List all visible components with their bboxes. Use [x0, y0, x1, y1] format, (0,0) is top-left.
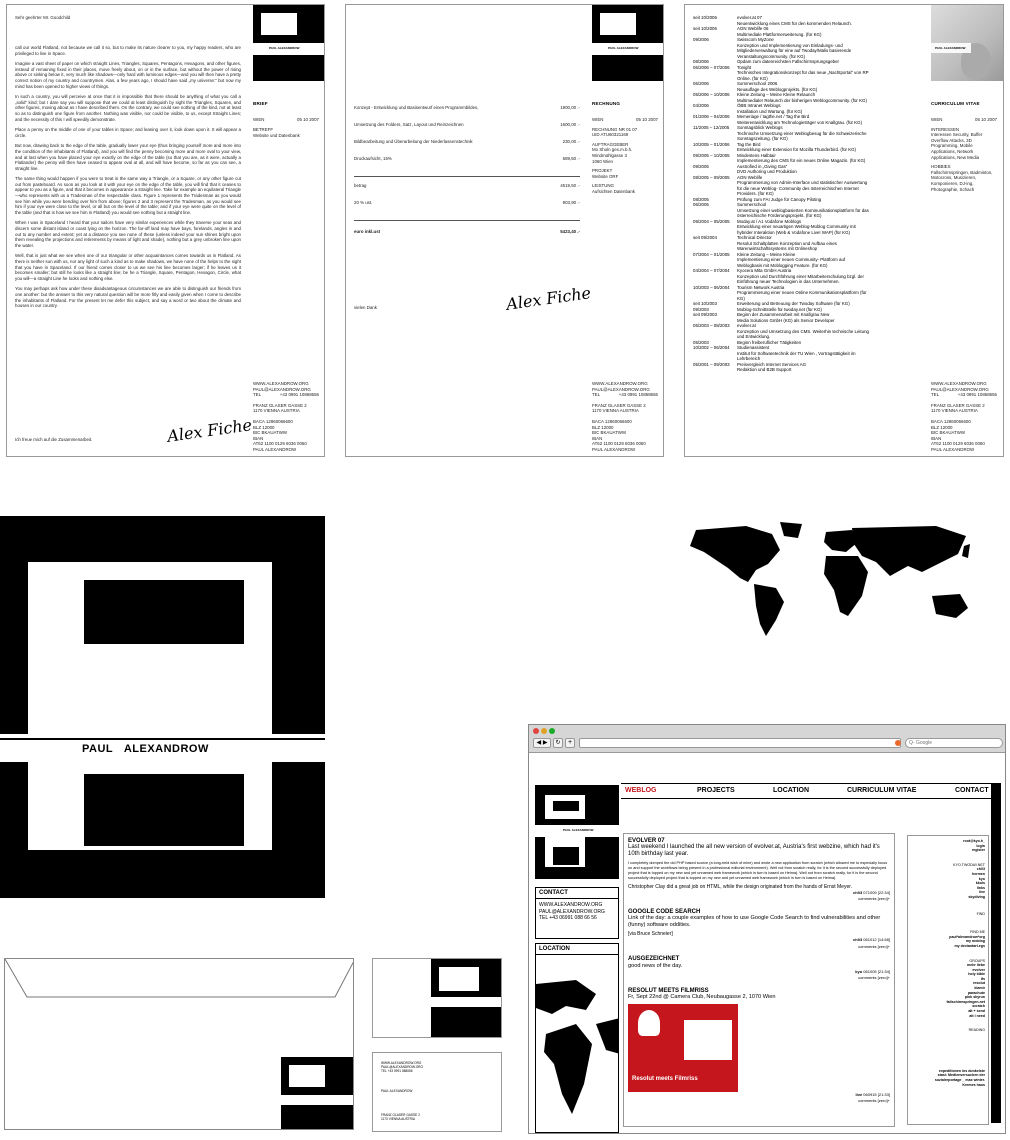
cv-entry-line: Moday.at / A1 Vodafone Moblogs [737, 218, 802, 224]
cv-entry [693, 153, 919, 164]
site-nav [621, 783, 1001, 799]
cv-entry-line: ÖBB Intranet Weblogs [737, 103, 781, 108]
cv-entry-date: 05/2006 – 10/2006 [693, 92, 730, 97]
logo-wordmark: PAUL ALEXANDROW [608, 46, 639, 50]
greenland-shape [780, 522, 802, 538]
cv-entry-line: Konzeption und Implementierung von Einladungs- und [737, 42, 843, 48]
cv-entry-date: seit 10/2006 [693, 26, 717, 31]
cv-entry [693, 81, 919, 92]
cv-entry-text [737, 362, 806, 373]
letter-signature: Alex Fiche [166, 415, 254, 446]
letter-paragraph: The same thing would happen if you were to treat in the same way a Triangle, or a Square, or any other figure cut out from pasteboard. As soon as you look at it with your eye on the edge of the table, you will find that it ceases to appear to you as a figure, and that it becomes in appearance a straight line. Take for example an equilateral Triangle—who represents with us a Tradesman of the respectable class. Figure 1 represents the Tradesman as you would see him while you were bending over him from above; figures 2 and 3 represent the Tradesman, as you would see him if your eye were close to the level, or all but on the level of the table; and if your eye were quite on the level of the table (and that is how we see him in Flatland) you would see nothing but a straight line. [15, 176, 241, 215]
cv-entry-date: seit 09/2004 [693, 235, 717, 240]
cv-entry [693, 103, 919, 114]
sidebar-link[interactable]: root@kyo.h_ [963, 839, 985, 843]
cv-entry [693, 312, 919, 323]
sidebar-link[interactable]: evolver [972, 967, 985, 972]
world-map [676, 520, 994, 640]
letter-paragraph: You may perhaps ask how under these disadvantageous circumstances we are able to distinguish our friends from one another: but the answer to this very natural question will be more fitly and easily given when I come to describe the inhabitants of Flatland. For the present let me defer this subject, and say a word or two about the climate and houses in our country. [15, 286, 241, 309]
cv-entry-date: 09/2006 [693, 37, 709, 42]
cv-entry [693, 175, 919, 197]
cv-entry-line: Einführung neuer Technologien in das Unternehmen. [737, 279, 840, 284]
cv-entry-date: 09/2003 [693, 306, 709, 312]
sidebar-block-title: GROUPS [969, 958, 985, 963]
post-via[interactable]: [via Bruce Schneier] [628, 931, 673, 938]
cv-entry-text [737, 202, 869, 219]
cv-entry-line: evolver.at 07 [737, 15, 762, 20]
cv-entry-line: Konzeption und Durchführung einer Mitarbeiterschulung bzgl. der [737, 273, 864, 279]
invoice-signature: Alex Fiche [505, 283, 593, 314]
cv-entry-line: Sonntagszeitung. (für KG) [737, 136, 788, 141]
browser-window [528, 724, 1006, 1134]
cv-entry-text [737, 153, 865, 164]
post: GOOGLE CODE SEARCH Link of the day: a couple examples of how to use Google Code Search to find vulnerabilities and other (funny) software oddities. [via Bruce Schneier] ch03 061012 [14:58] comments [zero]+ [628, 908, 890, 949]
cv-entry-date: 06/2006 [693, 81, 709, 86]
cv-entry-date: 05/2001 – 09/2003 [693, 361, 730, 367]
cv-entry-line: Multimediale Plattformerweiterung. (für KG) [737, 31, 822, 37]
cv-entry-line: Prüfung zum FAI Judge für Canopy Piloting [737, 196, 822, 202]
letter-paragraph: Well, that is just what we see when one of our triangular or other acquaintances comes towards us in Flatland. As there is neither sun with us, nor any light of such a kind as to make shadows, we have none of the helps to the sight that you have in Spaceland. If our friend comes closer to us we see his line becomes larger; if he leaves us it becomes smaller; but still he looks like a straight line; be he a Triangle, Square, Pentagon, Hexagon, Circle, what you will—a straight Line he looks and nothing else. [15, 253, 241, 281]
sidebar-link[interactable]: login [976, 843, 985, 848]
cv-entry-line: Weblogbasis mit Moblogging Feature. (für KG) [737, 262, 828, 268]
invoice-side-info: WIEN 05 10 2007 RECHNUNG NR 01 07 UID ATU60321169 AUFTRAGGEBER Mo Sholn ges.m.b.h. Windmühlgasse 3 1060 Wien PROJEKT Website ORF LEISTUNG Aufsichten Datenbank [592, 117, 658, 194]
sidebar-link[interactable]: parachute [967, 990, 985, 995]
cv-footer: WWW.ALEXANDROW.ORG PAUL@ALEXANDROW.ORG TEL +43 0991 10868656 FRANZ GLASER GASSE 2 1170 VIENNA AUSTRIA BACA 12860066600 BLZ 12000 BIC BKAUATWW IBAN AT62 1100 0129 6036 0060 PAUL ALEXANDROW [931, 381, 997, 452]
contact-email-link[interactable]: PAUL@ALEXANDROW.ORG [539, 908, 605, 915]
sidebar-link[interactable]: my deviantart.egs [954, 943, 985, 948]
letter-body [15, 45, 241, 314]
cv-entry-text [737, 37, 851, 59]
comments-link[interactable]: comments [zero]+ [858, 1098, 890, 1104]
sidebar-block [911, 1028, 985, 1033]
cv-entry [693, 125, 919, 142]
cv-entry-line: Tag the Bird [737, 141, 761, 147]
sidebar-link[interactable]: hermen [972, 871, 985, 876]
comments-link[interactable]: comments [zero]+ [858, 896, 890, 902]
sidebar-link[interactable]: kyo [978, 876, 985, 881]
invoice-row: Konzept - Entwicklung und Basisentwurf eines Programmbildes, 1900,00 .- [354, 105, 580, 110]
post: EVOLVER 07 Last weekend I launched the all new version of evolver.at, Austria's first webzine, which had it's 10th birthday last year. I completely dumped the old PHP based source (a long-held wish of mine) and wrote a new application from scratch (which allowed me to especially focus on and support the workflows being present in a professional editorial environment). Well not from scratch really, for it is the second successfully deployed project that is topped on my new and yet unnamed web framework (which in turn is based on Helma). Well not from scratch really, for it is the second successfully deployed project that is topped on my new and yet unnamed web framework (which in turn is based on Helma). Christopher Clay did a great job on HTML, while the design originated from the hands of Ernst Meyer. ch03 071009 [22:34] comments [zero]+ [628, 838, 890, 902]
sidebar-link[interactable]: register [971, 848, 985, 853]
business-card-front [372, 958, 502, 1038]
address-input[interactable] [579, 738, 901, 748]
logo-mark [253, 5, 325, 81]
sidebar-block [911, 839, 985, 853]
sidebar-block [911, 1069, 985, 1087]
cv-entry [693, 92, 919, 103]
cv-entry-line: Neuauflage des Weblogprojekts. (für KG) [737, 86, 818, 92]
letter-side-title: BRIEF [253, 101, 268, 106]
invoice-row: Druckaufsicht, 15% 589,50 .- [354, 156, 580, 161]
cv-entry-text [737, 219, 856, 236]
cv-entry-date: 08/2006 [693, 59, 709, 64]
cv-entry-line: Resolut Schaltplatten Konzeption und Aufbau eines [737, 240, 837, 246]
cv-entry-line: Installation und Wartung. (für KG) [737, 108, 803, 114]
cv-entry-line: Summerschool [737, 202, 767, 207]
sidebar-link[interactable]: live [979, 890, 985, 895]
cv-entry-line: Entwicklung einer Extension für Mozilla Thunderbird. (für KG) [737, 147, 857, 152]
posts [623, 833, 895, 1127]
contact-box [535, 887, 619, 939]
comments-link[interactable]: comments [zero]+ [858, 943, 890, 949]
minimize-button[interactable] [541, 728, 547, 734]
sidebar-link[interactable]: fallschirmspringen.net [946, 999, 985, 1004]
sidebar-block-title: READING [968, 1028, 985, 1033]
cv-entry-line: Programmierung von Admin-Interface und statistischer Auswertung [737, 180, 868, 185]
cv-entry-line: Tourism Network Austria [737, 284, 785, 290]
post-subtitle: good news of the day. [628, 962, 683, 969]
letter-paragraph: But now, drawing back to the edge of the table, gradually lower your eye (thus bringing yourself more and more into the condition of the inhabitants of Flatland), and you will find the penny becoming more and more oval to your view, and at last when you have placed your eye exactly on the edge of the table (so that you are, as it were, actually a Flatlander) the penny will then have ceased to appear oval at all, and will have become, so far as you can see, a straight line. [15, 143, 241, 171]
sidebar-block [911, 863, 985, 900]
cv-entry-date: 08/2005 – 09/2005 [693, 174, 730, 180]
cv-entry-text [737, 285, 867, 302]
cv-entry-text [737, 252, 845, 269]
business-card-back: WWW.ALEXANDROW.ORG PAUL@ALEXANDROW.ORG TEL +43 0991 088656 PAUL ALEXANDROW FRANZ GLASER GASSE 2 1170 VIENNA AUSTRIA [372, 1052, 502, 1132]
cv-entry-line: für die neue Weblog- Community des österreichischen Internet [737, 185, 859, 191]
sidebar-link[interactable]: alt + send [968, 1009, 985, 1014]
letter-paragraph: In such a country, you will perceive at once that it is impossible that there should be anything of what you call a „solid“ kind; but I dare say you will suppose that we could at least distinguish by sight the Triangles, Squares, and other figures, moving about as I have described them. On the contrary, we could see nothing of the kind, not at least so as to distinguish one figure from another. Nothing was visible, nor could be visible, to us, except Straight Lines; and the necessity of this I will speedily demonstrate. [15, 94, 241, 122]
cv-entry-text [737, 92, 867, 103]
cv-side-info: WIEN 05 10 2007 INTERESSEN Interessen Security, Buffer Overflow Attacks, 3D Programming, Mobile Applications, Network Applications, New Media HOBBIES Fallschirmspringen, Badminton, Motocross, Musizieren, Komponieren, DJ-ing, Photographie, Schach [931, 117, 997, 192]
south-america-shape [754, 584, 784, 636]
letter-paragraph: Place a penny on the middle of one of your tables in Space; and leaning over it, look down upon it. It will appear a circle. [15, 127, 241, 138]
invoice-row: 20 % ust. 903,90 .- [354, 200, 580, 205]
cv-entry-line: Austrofied in „Giving Gas“ [737, 163, 788, 169]
cv-entry-date: 05/2003 – 08/2003 [693, 323, 730, 328]
cv-entry [693, 114, 919, 125]
post-title[interactable]: RESOLUT MEETS FILMRISS [628, 987, 709, 994]
cv-entry-line: Moblog-Schnittstelle für twoday.net (für KG) [737, 306, 822, 312]
stop-icon[interactable] [895, 740, 901, 746]
cv-entry-date: 05/2003 [693, 339, 709, 345]
cv-entry-line: Providers. (für KG) [737, 191, 774, 196]
cv-entry-text [737, 312, 835, 323]
cv-entry-text [737, 323, 869, 340]
letter-paragraph: When I was in Spaceland I heard that your sailors have very similar experiences while they traverse your seas and discern some distant island or coast lying on the horizon. The far-off land may have bays, forelands, angles in and out to any number and extent; yet at a distance you see none of these (unless indeed your sun shines bright upon them revealing the projections and retirements by means of light and shade), nothing but a grey unbroken line upon the water. [15, 220, 241, 248]
logo-wordmark: PAUL ALEXANDROW [269, 46, 300, 50]
cv-entry-line: Entwicklung einer neuartigen Weblog-Moblog Community mit [737, 224, 856, 229]
sidebar-block-title: FIND ME [970, 930, 985, 935]
cv-entry-line: Kyocera Mita GmbH Austria [737, 268, 792, 273]
cv-entry-text [737, 81, 817, 92]
asia-shape [852, 526, 966, 576]
cv-entry [693, 26, 919, 37]
nav-projects[interactable]: PROJECTS [697, 787, 735, 794]
cv-entry-line: Mindestens Halbtair [737, 152, 776, 158]
nav-weblog[interactable]: WEBLOG [625, 787, 657, 794]
invoice-row: Bildbearbeitung und Überarbeitung der Niederlassenstechnik 230,00 .- [354, 139, 580, 144]
nav-location[interactable]: LOCATION [773, 787, 810, 794]
cv-side-title: CURRICULUM VITAE [931, 101, 980, 106]
cv-entry-line: Erweiterung und Betreuung der Twoday Software (für KG) [737, 301, 850, 306]
post-title[interactable]: AUSGEZEICHNET [628, 956, 680, 963]
sidebar-link[interactable]: stasi: Medienversuchen der [937, 1073, 985, 1078]
invoice-items [354, 105, 580, 246]
sidebar-block [911, 959, 985, 1019]
sidebar-block-title: KYO.TWODAY.NET [953, 862, 985, 867]
post-extra: Christopher Clay did a great job on HTML, while the design originated from the hands of Ernst Meyer. [628, 883, 853, 890]
invoice-footer: WWW.ALEXANDROW.ORG PAUL@ALEXANDROW.ORG TEL +43 0991 10868656 FRANZ GLASER GASSE 2 1170 VIENNA AUSTRIA BACA 12860066600 BLZ 12000 BIC BKAUATWW IBAN AT62 1100 0129 6036 0060 PAUL ALEXANDROW [592, 381, 658, 452]
australia-shape [932, 594, 968, 618]
cv-entry-line: Redaktion und B2B Support [737, 367, 792, 372]
post-title[interactable]: GOOGLE CODE SEARCH [628, 908, 701, 915]
sidebar-link[interactable]: links [976, 885, 985, 890]
reload-button[interactable]: ↻ [553, 738, 563, 748]
cv-entry-line: Kleine Zeitung – Meine Kleine [737, 251, 796, 257]
cv-entry-text [737, 164, 797, 175]
cv-entry-date: 04/2006 [693, 103, 709, 108]
location-box [535, 943, 619, 1133]
cv-entry-text [737, 26, 821, 37]
logo-mark [281, 1057, 354, 1130]
post-body: I completely dumped the old PHP based source (a long-held wish of mine) and wrote a new application from scratch (which allowed me to especially focus on and support the workflows being present in a professional editorial environment). Well not from scratch really, for it is the second successfully deployed project that is topped on my new and yet unnamed web framework (which in turn is based on Helma). Well not from scratch really, for it is the second successfully deployed project that is topped on my new and yet unnamed web framework (which in turn is based on Helma). [628, 861, 888, 880]
large-logo-wordmark: PAUL ALEXANDROW [82, 743, 209, 755]
cv-entry-date: seit 10/2006 [693, 15, 717, 20]
cv-entry-line: Mitgliederverwaltung für eine auf Twoday/Malis basierende [737, 48, 852, 53]
sidebar-link[interactable]: mehr liebe [967, 963, 985, 968]
search-input[interactable] [905, 738, 1003, 748]
cv-entry-text [737, 142, 856, 153]
sidebar-block [911, 912, 985, 917]
invoice-row: Umsetzung des Folders, Satz, Layout und Reinzeichnen 1600,00 .- [354, 122, 580, 127]
cv-entry-line: Implementierung des CMS für ein neues Online Magazin. (für KG) [737, 158, 866, 163]
cv-entry-date: 08/2005 [693, 196, 709, 202]
cv-entry-line: Opdam zum datenreichsten Fallschirmsprungsgeber [737, 59, 840, 64]
cv-entry-line: Veranstaltungscommunity. (für KG) [737, 53, 805, 59]
location-map [536, 974, 619, 1124]
cv-entry-date: 01/2006 – 04/2006 [693, 114, 730, 119]
zoom-button[interactable] [549, 728, 555, 734]
cv-entry-line: Lehrbereich [737, 356, 761, 361]
sidebar-link[interactable]: Kremes haus [962, 1082, 985, 1087]
cv-entry-line: hybrider Interaktion (Web & Vodafone Live! WAP) (für KG) [737, 229, 850, 235]
cv-entry [693, 65, 919, 82]
contact-web-link[interactable]: WWW.ALEXANDROW.ORG [539, 902, 603, 908]
nav-sidebar-bar [991, 783, 1001, 1123]
contact-title: CONTACT [536, 888, 618, 899]
cv-entry-line: Konzeption und Umsetzung des CMS. Weiterhin technische Leitung [737, 328, 869, 334]
sidebar-link[interactable]: skydiving [968, 894, 985, 899]
poster-figure-icon [638, 1010, 660, 1036]
letter-closing: Ich freue mich auf die Zusammenarbeit. [15, 437, 93, 442]
event-poster[interactable]: Resolut meets Filmriss [628, 1004, 738, 1092]
cv-portrait: PAUL ALEXANDROW [931, 5, 1004, 81]
cv-entry-line: Neuentwicklung eines CMS für den kommenden Relaunch. [737, 20, 852, 26]
sidebar-link[interactable]: my moblog [965, 939, 985, 944]
sidebar-link[interactable]: alt i need [969, 1013, 985, 1018]
cv-entry-date: 10/2002 – 06/2004 [693, 345, 730, 350]
cv-entry [693, 15, 919, 26]
envelope [4, 958, 354, 1130]
cv-entry-line: Implementierung einer neuen Community- Plattform auf [737, 257, 846, 262]
north-america-shape [690, 526, 780, 582]
cv-entry [693, 142, 919, 153]
cv-entry-text [737, 125, 867, 142]
nav-contact[interactable]: CONTACT [955, 787, 989, 794]
sidebar-block-title: FIND [976, 911, 985, 916]
site-logo[interactable]: PAUL ALEXANDROW [535, 785, 619, 879]
cv-entry [693, 252, 919, 269]
location-title: LOCATION [536, 944, 618, 955]
cv-entry-date: 09/2005 – 10/2005 [693, 152, 730, 158]
cv-entry-line: KG) [737, 295, 745, 301]
letter-side-date: WIEN 05 10 2007 [253, 117, 319, 122]
post: AUSGEZEICHNET good news of the day. kyo 061005 [21:34] comments [zero]+ [628, 956, 890, 981]
cv-entry-line: AON Weblife [737, 174, 763, 180]
sidebar-link[interactable]: paul*alexandrow*org [949, 934, 985, 939]
cv-entry-date: seit 10/2003 [693, 301, 717, 306]
cv-entry-text [737, 15, 852, 26]
letter-paragraph: call our world Flatland, not because we call it so, but to make its nature clearer to you, my happy readers, who are privileged to live in Space. [15, 45, 241, 56]
cv-entry-text [737, 235, 837, 252]
cv-entry-line: Programmierung einer neuen Online Kommunikationsplattform (für [737, 290, 867, 295]
sidebar-link[interactable]: ch03 [976, 867, 985, 872]
cv-entry-line: Preisvergleich Internet Services AG [737, 361, 807, 367]
sidebar-link[interactable]: scratch [972, 1004, 985, 1009]
comments-link[interactable]: comments [zero]+ [858, 975, 890, 981]
contact-tel: TEL +43 06991 088 66 56 [539, 915, 597, 921]
sidebar-link[interactable]: holy bible [968, 972, 985, 977]
cv-entry [693, 285, 919, 302]
cv-entry-line: Sonntagsblick Weblogs [737, 125, 783, 130]
cv-entry-date: 11/2005 – 12/2005 [693, 125, 730, 130]
cv-entry-line: AON Weblife 06 [737, 26, 769, 31]
cv-entry-line: Kleine Zeitung – Meine Kleine Relaunch [737, 92, 816, 97]
sidebar-link[interactable]: pink skyrun [964, 995, 985, 1000]
cv-entry-line: Technische Umsetzung einer Weblogbesug für die Schweizerische [737, 130, 867, 136]
browser-titlebar [529, 725, 1006, 753]
cv-entries [693, 15, 919, 373]
cv-entry-text [737, 345, 856, 362]
cv-entry-line: Umsetzung einer weblogbasierten Kommunikationsplattform für das [737, 207, 869, 213]
cv-entry-text [737, 114, 862, 125]
letter-paragraph: Imagine a vast sheet of paper on which straight Lines, Triangles, Squares, Pentagons, Hexagons, and other figures, instead of remaining fixed in their places, move freely about, on or in the surface, but without the power of rising above or sinking below it, very much like shadows—only hard with luminous edges—and you will then have a pretty correct notion of my country and countrymen. Alas, a few years ago, I should have said „my universe:“ but now my mind has been opened to higher views of things. [15, 61, 241, 89]
cv-entry-text [737, 65, 869, 82]
cv-entry-line: Online. (für KG) [737, 75, 768, 81]
cv-entry-line: Tonight [737, 64, 752, 70]
cv-entry [693, 219, 919, 236]
japan-shape [962, 544, 970, 558]
sidebar-link[interactable]: kkuls [975, 881, 985, 886]
close-button[interactable] [533, 728, 539, 734]
cv-entry-line: Swisscom MyZone [737, 37, 774, 42]
cv-entry-line: Weiterentwicklung am Technologieträger von Knallgrau. (für KG) [737, 119, 863, 125]
cv-entry-text [737, 175, 867, 197]
cv-entry [693, 164, 919, 175]
back-button[interactable]: ◀ ▶ [533, 738, 551, 748]
nav-curriculum-vitae[interactable]: CURRICULUM VITAE [847, 787, 917, 794]
cv-page [684, 4, 1004, 457]
letter-page [6, 4, 325, 457]
sidebar-link[interactable]: klamir [974, 986, 985, 991]
cv-entry-line: Studienassistent [737, 345, 770, 350]
cv-entry-date: 10/2005 – 01/2006 [693, 141, 730, 147]
post: RESOLUT MEETS FILMRISS Fr, Sept 22nd @ Camera Club, Neubaugasse 2, 1070 Wien Resolut meets Filmriss live 060915 [21:33] comments [zero]+ [628, 987, 890, 1104]
cv-entry-text [737, 103, 802, 114]
cv-entry-line: österreichische Förderungsprojekt. (für KG) [737, 213, 822, 218]
cv-entry-line: Media Solutions GmbH (KG) als Senior Developer [737, 317, 835, 323]
cv-entry [693, 268, 919, 285]
cv-entry-line: Sommerschool 2006 [737, 81, 778, 86]
add-tab-button[interactable]: + [565, 738, 575, 748]
cv-entry-date: 09/2005 [693, 163, 709, 169]
post-subtitle: Last weekend I launched the all new version of evolver.at, Austria's first webzine, which had it's 10th birthday last year. [628, 844, 880, 858]
right-sidebar [907, 835, 989, 1125]
cv-entry [693, 323, 919, 340]
cv-entry-line: und Entwicklung. [737, 334, 771, 339]
logo-mark [592, 5, 664, 81]
invoice-row: betrag 4519,50 .- [354, 183, 580, 188]
letter-footer: WWW.ALEXANDROW.ORG PAUL@ALEXANDROW.ORG TEL +43 0991 10868656 FRANZ GLASER GASSE 2 1170 VIENNA AUSTRIA BACA 12860066600 BLZ 12000 BIC BKAUATWW IBAN AT62 1100 0129 6036 0060 PAUL ALEXANDROW [253, 381, 319, 452]
sidebar-block [911, 930, 985, 948]
cv-entry-line: Beginn der Zusammenarbeit mit Knallgrau New [737, 312, 830, 317]
cv-entry-date: 06/2005 [693, 202, 709, 207]
cv-entry-date: seit 09/2003 [693, 312, 717, 317]
post-subtitle: Link of the day: a couple examples of how to use Google Code Search to find vulnerabilities and other (funny) software oddities. [628, 915, 881, 928]
cv-entry-date: 04/2004 – 07/2004 [693, 268, 730, 273]
letter-side-betreff: BETREFF Website und Datenbank [253, 127, 300, 138]
cv-entry-line: Technisches Integrationskonzept für das neue „Nachtportal“ von RP [737, 70, 869, 75]
cv-entry-line: DVD Authoring und Produktion [737, 169, 797, 174]
invoice-total: euro inkl.ust 5423,40 .- [354, 229, 580, 234]
cv-entry-line: Multimedialer Relaunch der bisherigen Weblogcommunity. (für KG) [737, 97, 867, 103]
cv-entry [693, 202, 919, 219]
cv-entry-line: Technical Director [737, 235, 772, 240]
sidebar-link[interactable]: expeditionen ins dunkelste [938, 1068, 985, 1073]
cv-entry-text [737, 268, 864, 285]
post-title[interactable]: EVOLVER 07 [628, 838, 665, 844]
letter-salutation: Sehr geehrter Mr. Goodchild [15, 15, 71, 20]
sidebar-link[interactable]: sozialreportage _ max winter. [934, 1078, 985, 1082]
cv-entry [693, 345, 919, 362]
invoice-thanks: vielen Dank [354, 305, 377, 310]
cv-entry [693, 362, 919, 373]
cv-entry-line: Beginn freiberuflicher Tätigkeiten [737, 339, 802, 345]
cv-entry [693, 235, 919, 252]
cv-entry-line: evolver.at [737, 323, 756, 328]
cv-entry-line: Institut für Softwaretechnik der TU Wien , Vortragstätigkeit im [737, 350, 856, 356]
post-subtitle: Fr, Sept 22nd @ Camera Club, Neubaugasse 2, 1070 Wien [628, 994, 776, 1001]
cv-entry-date: 07/2004 – 01/2005 [693, 251, 730, 257]
cv-entry-date: 10/2003 – 06/2004 [693, 284, 730, 290]
cv-entry [693, 37, 919, 59]
invoice-side-title: RECHNUNG [592, 101, 621, 106]
cv-entry-line: Warenwirtschaftssystems mit Onlineshop [737, 246, 818, 251]
invoice-page [345, 4, 664, 457]
large-logo [0, 516, 325, 898]
africa-shape [824, 556, 868, 616]
cv-entry-line: Memeriage / tagthe.net / Tag the Bird [737, 114, 810, 119]
sidebar-link[interactable]: resolut [973, 981, 985, 986]
cv-entry-date: 09/2004 – 05/2005 [693, 218, 730, 224]
cv-entry-date: 06/2006 – 07/2006 [693, 64, 730, 70]
sidebar-link[interactable]: ifs [980, 976, 985, 981]
